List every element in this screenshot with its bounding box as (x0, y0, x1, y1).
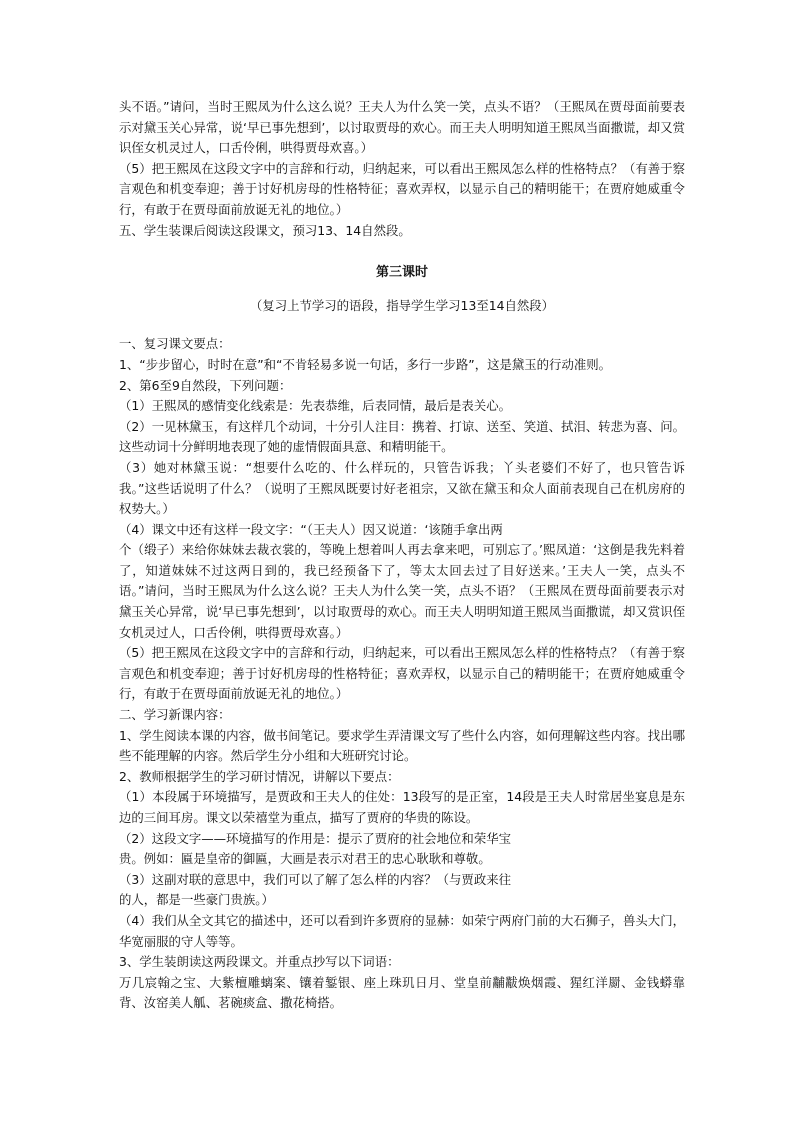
document-page (119, 97, 685, 1014)
body-paragraph: 2、第6至9自然段，下列问题： (119, 377, 292, 393)
lesson-subtitle: （复习上节学习的语段，指导学生学习13至14自然段） (249, 297, 555, 313)
body-paragraph: 一、复习课文要点： (119, 336, 231, 352)
body-paragraph: 的人，都是一些豪门贵族。） (119, 892, 274, 908)
body-paragraph: （1）本段属于环境描写，是贾政和王夫人的住处：13段写的是正室，14段是王夫人时常居坐宴息是东边的三间耳房。课文以荣禧堂为重点，描写了贾府的华贵的陈设。 (119, 789, 685, 825)
lesson-title: 第三课时 (375, 265, 428, 281)
body-paragraph: （2）这段文字——环境描写的作用是：提示了贾府的社会地位和荣华宝 (119, 830, 511, 846)
body-paragraph: （4）课文中还有这样一段文字：“（王夫人）因又说道：‘该随手拿出两 (119, 521, 503, 537)
body-paragraph: 贵。例如：匾是皇帝的御匾，大画是表示对君王的忠心耿耿和尊敬。 (119, 851, 491, 867)
paragraph-item-5: （5）把王熙凤在这段文字中的言辞和行动，归纳起来，可以看出王熙凤怎么样的性格特点？（有善于察言观色和机变奉迎；善于讨好机房母的性格特征；喜欢弄权，以显示自己的精明能干；在贾府她威重令行，有敢于在贾母面前放诞无礼的地位。） (119, 160, 685, 217)
body-paragraph: 万几宸翰之宝、大紫檀雕螭案、镶着錾银、座上珠玑日月、堂皇前黼黻焕烟霞、猩红洋罽、金钱蟒靠背、汝窑美人觚、茗碗痰盒、撒花椅搭。 (119, 974, 685, 1011)
body-paragraph: （2）一见林黛玉，有这样几个动词，十分引人注目：携着、打谅、送至、笑道、拭泪、转悲为喜、问。这些动词十分鲜明地表现了她的虚情假面具意、和精明能干。 (119, 418, 685, 455)
paragraph-section-5: 五、学生装课后阅读这段课文，预习13、14自然段。 (119, 222, 411, 238)
paragraph-continued: 头不语。”请问，当时王熙凤为什么这么说？王夫人为什么笑一笑，点头不语？（王熙凤在贾母面前要表示对黛玉关心异常，说‘早已事先想到’，以讨取贾母的欢心。而王夫人明明知道王熙凤当面撒谎，却又赏识侄女机灵过人，口舌伶俐，哄得贾母欢喜。） (119, 99, 685, 156)
body-paragraph: （4）我们从全文其它的描述中，还可以看到许多贾府的显赫：如荣宁两府门前的大石狮子，兽头大门，华宽丽服的守人等等。 (119, 912, 685, 949)
body-paragraph: 1、“步步留心，时时在意”和“不肯轻易多说一句话，多行一步路”，这是黛玉的行动准则。 (119, 356, 612, 372)
body-paragraph: （5）把王熙凤在这段文字中的言辞和行动，归纳起来，可以看出王熙凤怎么样的性格特点？（有善于察言观色和机变奉迎；善于讨好机房母的性格特征；喜欢弄权，以显示自己的精明能干；在贾府她威重令行，有敢于在贾母面前放诞无礼的地位。） (119, 645, 685, 702)
body-paragraph: 3、学生装朗读这两段课文。并重点抄写以下词语： (119, 954, 400, 970)
body-paragraph: 1、学生阅读本课的内容，做书间笔记。要求学生弄清课文写了些什么内容，如何理解这些内容。找出哪些不能理解的内容。然后学生分小组和大班研究讨论。 (119, 727, 685, 764)
body-paragraph: 2、教师根据学生的学习研讨情况，讲解以下要点： (119, 768, 400, 784)
body-paragraph: 个（缎子）来给你妹妹去裁衣裳的，等晚上想着叫人再去拿来吧，可别忘了。’熙凤道：‘这倒是我先料着了，知道妹妹不过这两日到的，我已经预备下了，等太太回去过了目好送来。’王夫人一笑，点头不语。”请问，当时王熙凤为什么这么说？王夫人为什么笑一笑，点头不语？（王熙凤在贾母面前要表示对黛玉关心异常，说‘早已事先想到’，以讨取贾母的欢心。而王夫人明明知道王熙凤当面撒谎，却又赏识侄女机灵过人，口舌伶俐，哄得贾母欢喜。） (119, 542, 685, 640)
body-paragraph: （1）王熙凤的感情变化线索是：先表恭维，后表同情，最后是表关心。 (119, 398, 511, 414)
body-paragraph: 二、学习新课内容： (119, 707, 231, 723)
body-paragraph: （3）这副对联的意思中，我们可以了解了怎么样的内容？（与贾政来往 (119, 871, 511, 887)
body-paragraph: （3）她对林黛玉说：“想要什么吃的、什么样玩的，只管告诉我；丫头老婆们不好了，也只管告诉我。”这些话说明了什么？（说明了王熙凤既要讨好老祖宗，又欲在黛玉和众人面前表现自己在机房府的权势大。） (119, 459, 685, 517)
